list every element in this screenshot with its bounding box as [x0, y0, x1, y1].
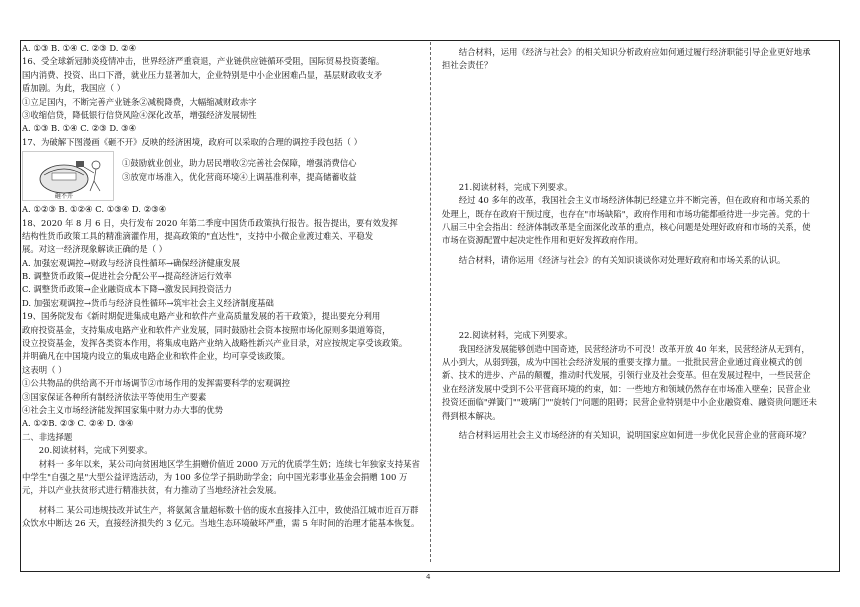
q19-stem-line: 设立投资基金，发挥各类资本作用，将集成电路产业纳入战略性新兴产业目录，对应按规定享受该政策。	[22, 338, 408, 349]
question-22	[442, 329, 817, 442]
q16-option-line: ①立足国内，不断完善产业链条②减税降费，大幅缩减财政赤字	[22, 96, 257, 107]
cartoon-image	[22, 151, 114, 201]
left-column	[22, 42, 420, 531]
q16-stem-line: 盾加剧。为此，我国应（ ）	[22, 83, 126, 94]
q17-option-line: ①鼓励就业创业，助力居民增收②完善社会保障，增强消费信心	[122, 158, 357, 169]
q22-title: 22.阅读材料，完成下列要求。	[458, 330, 573, 341]
q15-answer-options: A. ①③ B. ①④ C. ②③ D. ②④	[22, 43, 137, 53]
q17-options	[122, 151, 420, 184]
q19-option-line: ①公共物品的供给离不开市场调节②市场作用的发挥需要科学的宏观调控	[22, 378, 290, 389]
q19-answer-options: A. ①②B. ②③ C. ②④ D. ③④	[22, 418, 134, 429]
q18-option-a: A. 加强宏观调控→财政与经济良性循环→确保经济健康发展	[22, 257, 241, 268]
answer-space	[442, 267, 817, 315]
q21-requirement: 结合材料，请你运用《经济与社会》的有关知识谈谈你对处理好政府和市场关系的认识。	[458, 254, 786, 265]
q20-material-1: 材料一 多年以来，某公司向贫困地区学生捐赠价值近 2000 万元的优质学生奶；连续七年独家支持某省中学生"自强之星"大型公益评选活动，为 100 多位学子捐助助学金；向中国光彩事业基金会捐赠 100 万元，并以产业扶贫形式进行精准扶贫，有力推动了当地经济社会发展。	[22, 458, 420, 496]
q17-cartoon-row	[22, 151, 420, 201]
q17-stem: 17、为破解下图漫画《砸不开》反映的经济困境，政府可以采取的合理的调控手段包括（ ）	[22, 136, 362, 147]
answer-space	[442, 127, 817, 181]
q19-stem-line: 并明确凡在中国境内设立的集成电路企业和软件企业，均可享受该政策。	[22, 351, 290, 362]
q16-answer-options: A. ①③ B. ①④ C. ②③ D. ③④	[22, 123, 137, 134]
answer-space	[442, 73, 817, 127]
q17-answer-options: A. ①②③ B. ①②④ C. ①③④ D. ②③④	[22, 204, 167, 215]
question-16	[22, 55, 420, 135]
q19-stem-line: 19、国务院发布《新时期促进集成电路产业和软件产业高质量发展的若干政策》，提出要充分利用	[22, 311, 381, 322]
q19-stem-line: 政府投资基金，支持集成电路产业和软件产业发展，同时鼓励社会资本按照市场化原则多渠道筹资，	[22, 324, 391, 335]
question-18	[22, 217, 420, 311]
q18-stem-line: 18、2020 年 8 月 6 日，央行发布 2020 年第二季度中国货币政策执行报告。报告提出，要有效发挥	[22, 217, 398, 228]
q19-option-line: ③国家保证各种所有制经济依法平等使用生产要素	[22, 391, 207, 402]
question-17	[22, 136, 420, 217]
page-number: 4	[426, 573, 431, 581]
column-divider	[430, 42, 431, 562]
q16-stem-line: 国内消费、投资、出口下滑，就业压力显著加大，企业特别是中小企业困难凸显，基层财政收支矛	[22, 69, 383, 80]
q18-option-c: C. 调整货币政策→企业融资成本下降→激发民间投资活力	[22, 284, 232, 295]
answer-space	[442, 315, 817, 329]
q18-option-d: D. 加强宏观调控→货币与经济良性循环→筑牢社会主义经济制度基础	[22, 297, 274, 308]
q22-material: 我国经济发展能够创造中国奇迹，民营经济功不可没！改革开放 40 年来，民营经济从无到有，从小到大，从弱到强，成为中国社会经济发展的重要支撑力量。一批批民营企业通过商业模式的创新、技术的进步、产品的颠覆，推动时代发展，引领行业及社会变革。但在发展过程中，一些民营企业在经济发展中受到不公平营商环境的约束，如：一些地方和领域仍然存在市场准入壁垒；民营企业投资还面临"弹簧门""玻璃门""旋转门"问题的阻碍；民营企业特别是中小企业融资难、融资贵问题还未得到根本解决。	[442, 343, 817, 421]
cartoon-caption: 砸不开	[54, 193, 74, 201]
q18-stem-line: 展。对这一经济现象解读正确的是（ ）	[22, 244, 168, 255]
q19-stem-line: 这表明（ ）	[22, 364, 67, 375]
q19-option-line: ④社会主义市场经济能发挥国家集中财力办大事的优势	[22, 404, 223, 415]
q22-requirement: 结合材料运用社会主义市场经济的有关知识，说明国家应如何进一步优化民营企业的营商环境？	[458, 430, 811, 441]
q21-material: 经过 40 多年的改革，我国社会主义市场经济体制已经建立并不断完善，但在政府和市场关系的处理上，既存在政府干预过度，也存在"市场缺陷"，政府作用和市场功能都亟待进一步完善。党的十八届三中全会指出：经济体制改革是全面深化改革的重点，核心问题是处理好政府和市场的关系，使市场在资源配置中起决定性作用和更好发挥政府作用。	[442, 195, 811, 246]
q17-option-line: ③放宽市场准入，优化营商环境④上调基准利率，提高储蓄收益	[122, 171, 357, 182]
section-heading: 二、非选择题	[22, 431, 73, 442]
q21-title: 21.阅读材料，完成下列要求。	[458, 181, 573, 192]
q20-title: 20.阅读材料，完成下列要求。	[38, 445, 153, 456]
q20-requirement: 结合材料，运用《经济与社会》的相关知识分析政府应如何通过履行经济职能引导企业更好地承担社会责任？	[442, 47, 811, 71]
q16-stem-line: 16、受全球新冠肺炎疫情冲击，世界经济严重衰退，产业链供应链循环受阻，国际贸易投资萎缩。	[22, 56, 385, 67]
q16-option-line: ③收缩信贷，降低银行信贷风险④深化改革，增强经济发展韧性	[22, 109, 257, 120]
q18-option-b: B. 调整货币政策→促进社会分配公平→提高经济运行效率	[22, 271, 232, 282]
right-column	[442, 46, 817, 442]
question-19	[22, 310, 420, 431]
q20-material-2: 材料二 某公司违规技改并试生产，将氨氮含量超标数十倍的废水直接排入江中，致使沿江城市近百万群众饮水中断达 26 天，直接经济损失约 3 亿元。当地生态环境破坏严重，需 5 年时间的治理才能基本恢复。	[22, 504, 420, 529]
question-21	[442, 181, 817, 267]
question-20	[22, 444, 420, 530]
q18-stem-line: 结构性货币政策工具的精准滴灌作用，提高政策的"直达性"，支持中小微企业渡过难关、平稳发	[22, 230, 374, 241]
